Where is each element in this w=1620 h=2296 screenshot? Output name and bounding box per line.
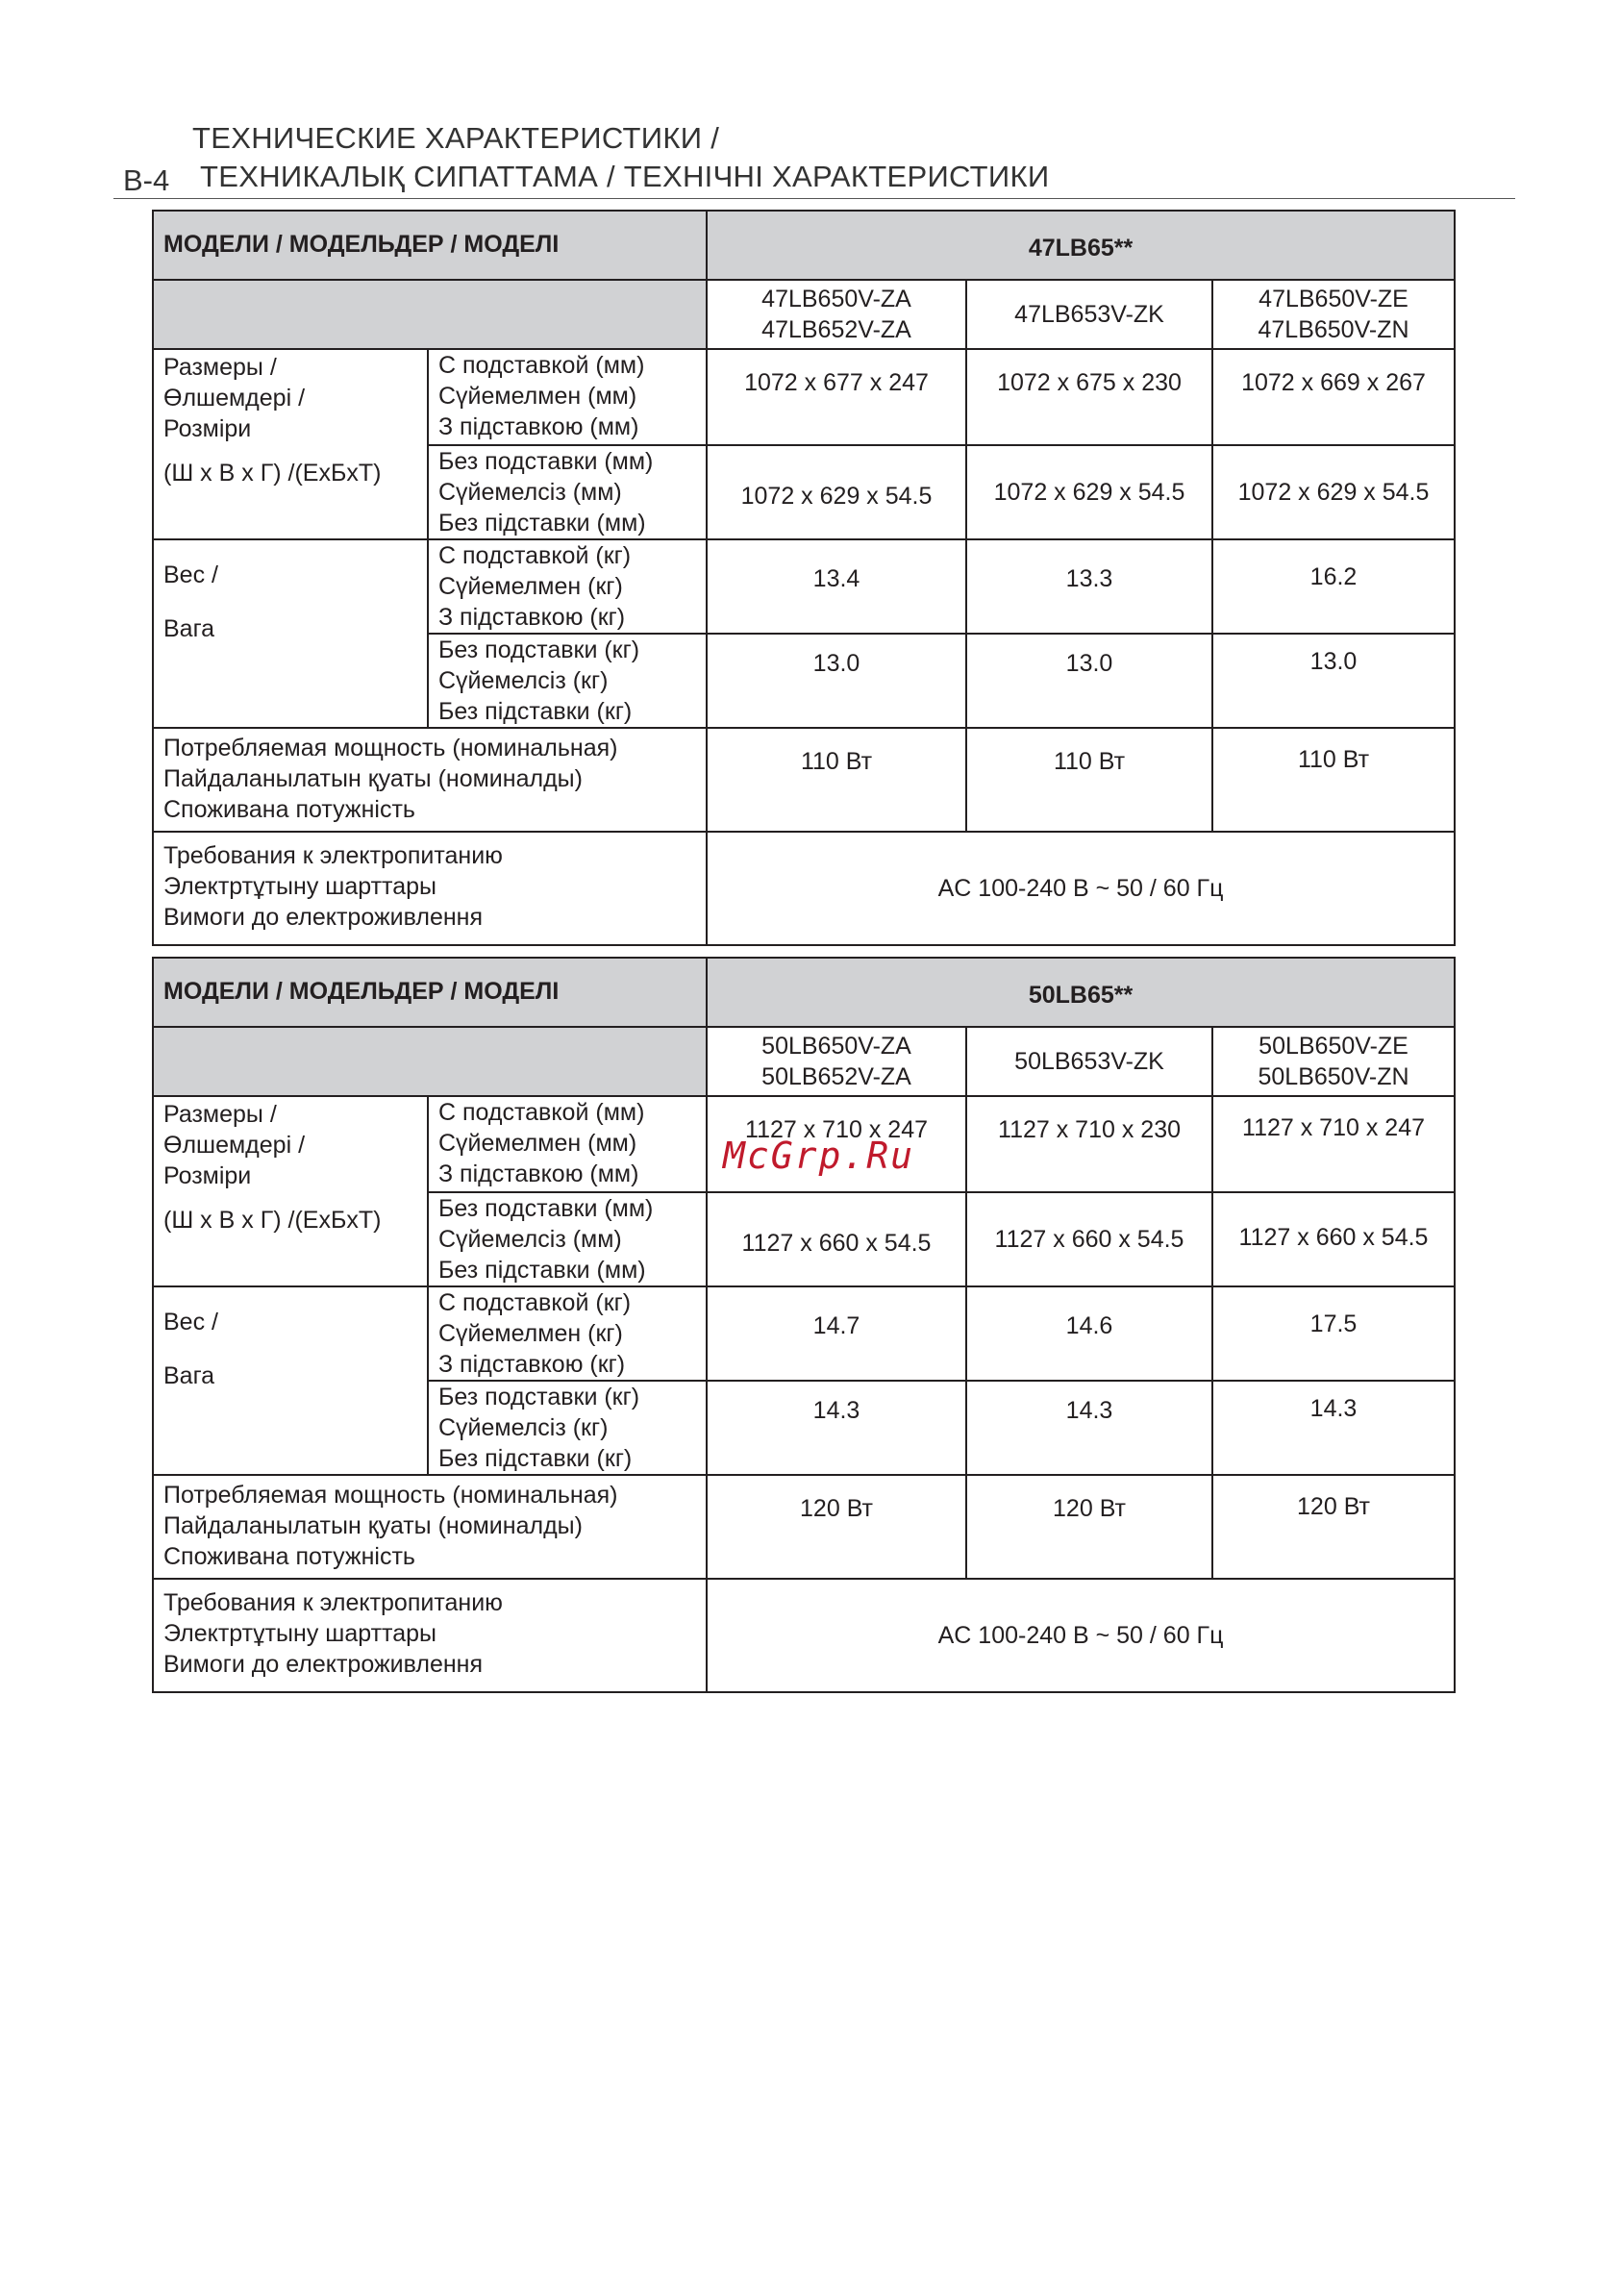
weight-with-stand-3: 16.2: [1212, 539, 1455, 634]
power-3: 120 Вт: [1212, 1475, 1455, 1579]
model-col-3: 47LB650V-ZE 47LB650V-ZN: [1212, 280, 1455, 349]
power-label: Потребляемая мощность (номинальная) Пайдаланылатын қуаты (номиналды) Споживана потужність: [153, 728, 707, 832]
weight-with-stand-2: 14.6: [966, 1286, 1212, 1381]
header-rule: [113, 198, 1515, 199]
dims-without-stand-1: 1127 x 660 x 54.5: [707, 1192, 966, 1286]
with-stand-mm-label: С подставкой (мм) Сүйемелмен (мм) З підставкою (мм): [428, 349, 707, 445]
dims-with-stand-1: 1072 x 677 x 247: [707, 349, 966, 445]
power-2: 110 Вт: [966, 728, 1212, 832]
model-col-1: 50LB650V-ZA 50LB652V-ZA: [707, 1027, 966, 1096]
dims-without-stand-3: 1072 x 629 x 54.5: [1212, 445, 1455, 539]
header-title-ru: ТЕХНИЧЕСКИЕ ХАРАКТЕРИСТИКИ /: [192, 121, 720, 155]
weight-without-stand-3: 14.3: [1212, 1381, 1455, 1475]
series-name: 50LB65**: [707, 958, 1455, 1027]
with-stand-kg-label: С подставкой (кг) Сүйемелмен (кг) З підставкою (кг): [428, 539, 707, 634]
power-1: 120 Вт: [707, 1475, 966, 1579]
dims-with-stand-3: 1072 x 669 x 267: [1212, 349, 1455, 445]
dims-with-stand-2: 1127 x 710 x 230: [966, 1096, 1212, 1192]
dims-with-stand-3: 1127 x 710 x 247: [1212, 1096, 1455, 1192]
model-header-blank: [153, 1027, 707, 1096]
dims-label: Размеры / Өлшемдері / Розміри (Ш x В x Г) /(ExБxT): [153, 1096, 428, 1286]
dims-with-stand-1: 1127 x 710 x 247: [707, 1096, 966, 1192]
model-col-2: 50LB653V-ZK: [966, 1027, 1212, 1096]
supply-label: Требования к электропитанию Электртұтыну шарттары Вимоги до електроживлення: [153, 1579, 707, 1692]
watermark: McGrp.Ru: [723, 1135, 915, 1177]
model-header-blank: [153, 280, 707, 349]
power-2: 120 Вт: [966, 1475, 1212, 1579]
models-label: МОДЕЛИ / МОДЕЛЬДЕР / МОДЕЛІ: [153, 958, 707, 1027]
dims-without-stand-3: 1127 x 660 x 54.5: [1212, 1192, 1455, 1286]
model-col-2: 47LB653V-ZK: [966, 280, 1212, 349]
supply-label: Требования к электропитанию Электртұтыну шарттары Вимоги до електроживлення: [153, 832, 707, 945]
dims-label: Размеры / Өлшемдері / Розміри (Ш x В x Г) /(ExБxT): [153, 349, 428, 539]
without-stand-mm-label: Без подставки (мм) Сүйемелсіз (мм) Без підставки (мм): [428, 1192, 707, 1286]
power-1: 110 Вт: [707, 728, 966, 832]
with-stand-mm-label: С подставкой (мм) Сүйемелмен (мм) З підставкою (мм): [428, 1096, 707, 1192]
page-number: B-4: [123, 163, 170, 197]
weight-with-stand-3: 17.5: [1212, 1286, 1455, 1381]
dims-without-stand-1: 1072 x 629 x 54.5: [707, 445, 966, 539]
weight-without-stand-2: 14.3: [966, 1381, 1212, 1475]
weight-without-stand-1: 13.0: [707, 634, 966, 728]
header-title-kz-ua: ТЕХНИКАЛЫҚ СИПАТТАМА / ТЕХНІЧНІ ХАРАКТЕРИСТИКИ: [200, 160, 1050, 193]
supply-value: AC 100-240 В ~ 50 / 60 Гц: [707, 1579, 1455, 1692]
weight-with-stand-2: 13.3: [966, 539, 1212, 634]
weight-without-stand-1: 14.3: [707, 1381, 966, 1475]
weight-label: Вес / Вага: [153, 1286, 428, 1475]
weight-with-stand-1: 14.7: [707, 1286, 966, 1381]
model-col-3: 50LB650V-ZE 50LB650V-ZN: [1212, 1027, 1455, 1096]
series-name: 47LB65**: [707, 211, 1455, 280]
spec-table-50: [152, 957, 1456, 1693]
power-label: Потребляемая мощность (номинальная) Пайдаланылатын қуаты (номиналды) Споживана потужність: [153, 1475, 707, 1579]
power-3: 110 Вт: [1212, 728, 1455, 832]
dims-with-stand-2: 1072 x 675 x 230: [966, 349, 1212, 445]
supply-value: AC 100-240 В ~ 50 / 60 Гц: [707, 832, 1455, 945]
weight-without-stand-2: 13.0: [966, 634, 1212, 728]
weight-without-stand-3: 13.0: [1212, 634, 1455, 728]
dims-without-stand-2: 1127 x 660 x 54.5: [966, 1192, 1212, 1286]
spec-table-47: [152, 210, 1456, 946]
weight-with-stand-1: 13.4: [707, 539, 966, 634]
dims-without-stand-2: 1072 x 629 x 54.5: [966, 445, 1212, 539]
model-col-1: 47LB650V-ZA 47LB652V-ZA: [707, 280, 966, 349]
without-stand-kg-label: Без подставки (кг) Сүйемелсіз (кг) Без підставки (кг): [428, 1381, 707, 1475]
without-stand-mm-label: Без подставки (мм) Сүйемелсіз (мм) Без підставки (мм): [428, 445, 707, 539]
weight-label: Вес / Вага: [153, 539, 428, 728]
without-stand-kg-label: Без подставки (кг) Сүйемелсіз (кг) Без підставки (кг): [428, 634, 707, 728]
with-stand-kg-label: С подставкой (кг) Сүйемелмен (кг) З підставкою (кг): [428, 1286, 707, 1381]
models-label: МОДЕЛИ / МОДЕЛЬДЕР / МОДЕЛІ: [153, 211, 707, 280]
